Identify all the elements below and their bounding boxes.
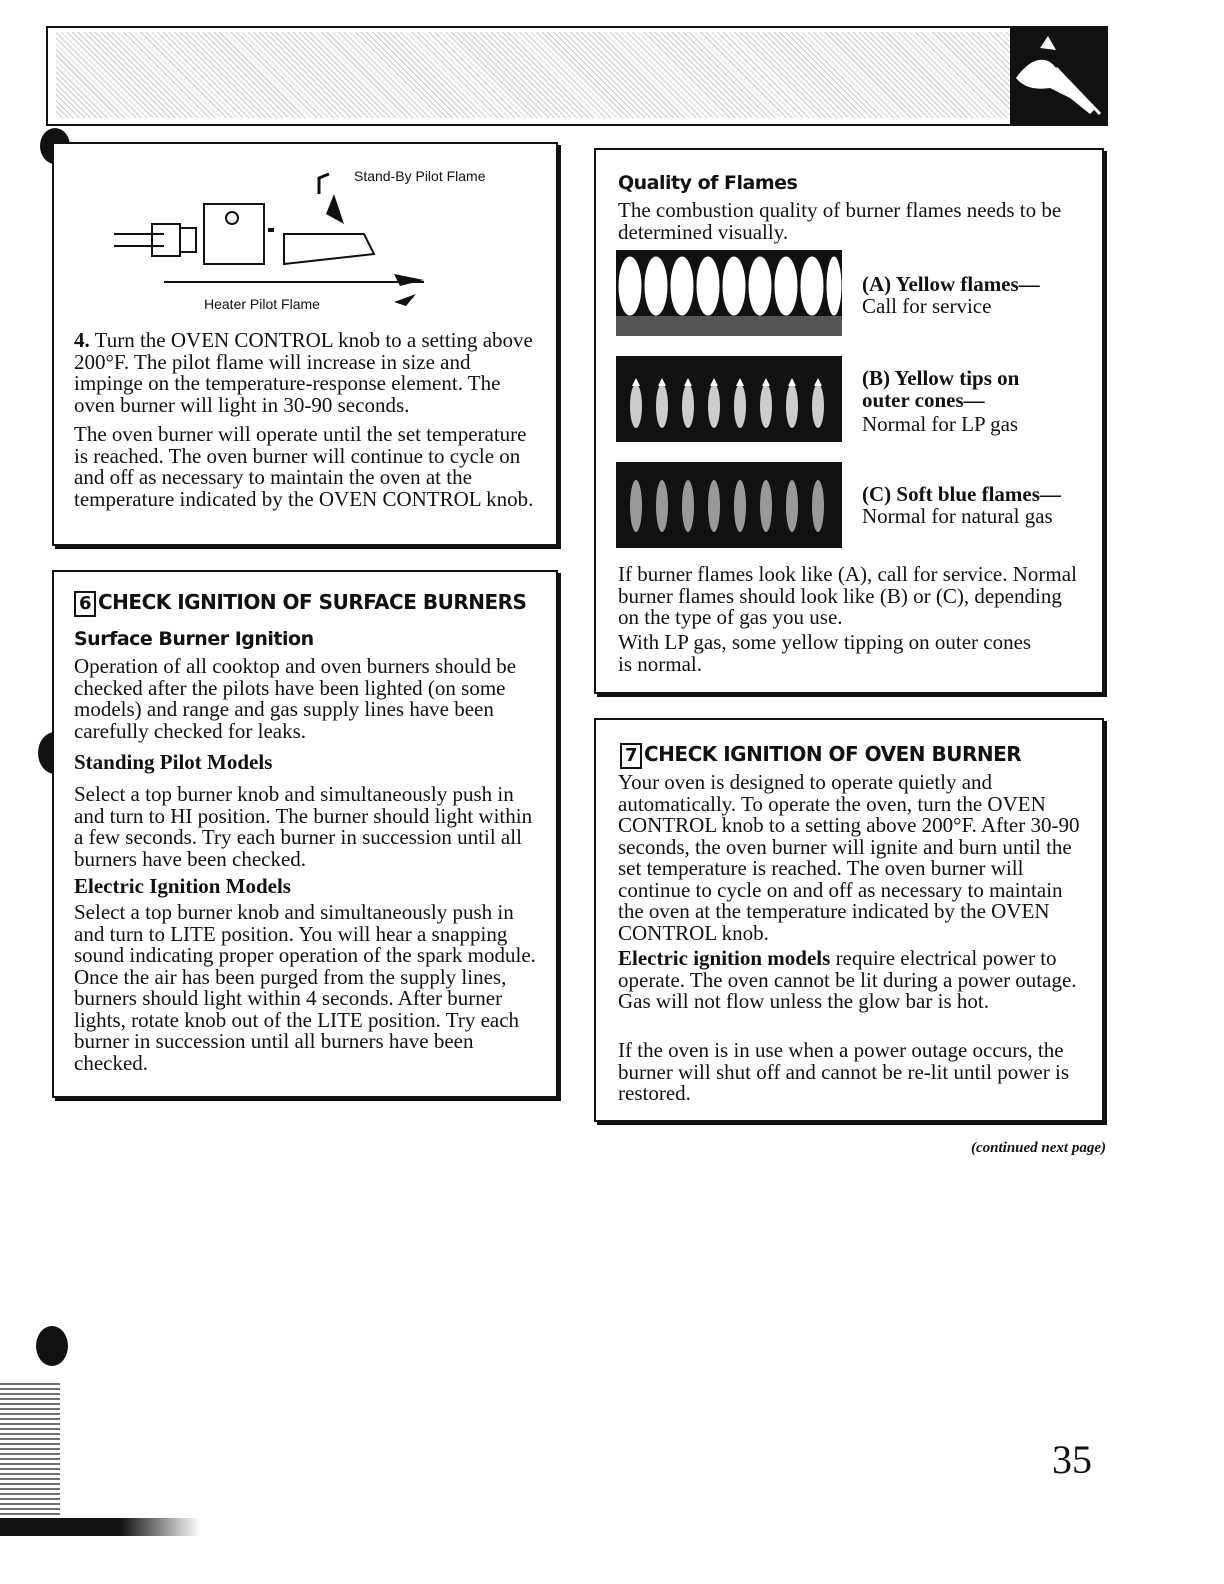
section7-title: CHECK IGNITION OF OVEN BURNER — [644, 742, 1022, 766]
step4-para2: The oven burner will operate until the set temperature is reached. The oven burner will continue to cycle on and off as necessary to maintain the oven at the temperature indicated by the OVEN CONTROL knob. — [74, 422, 534, 511]
standing-pilot-text: Select a top burner knob and simultaneously push in and turn to HI position. The burner should light within a few seconds. Try each burner in succession until all burners have been checked. — [74, 782, 533, 871]
electric-ignition-text: Select a top burner knob and simultaneously push in and turn to LITE position. You will hear a snapping sound indicating proper operation of the spark module. Once the air has been purged from the supply lines, burners should light within 4 seconds. After burner lights, rotate knob out of the LITE position. Try each burner in succession until all burners have been checked. — [74, 900, 536, 1075]
standby-pilot-label: Stand-By Pilot Flame — [354, 168, 486, 184]
quality-intro: The combustion quality of burner flames needs to be determined visually. — [618, 198, 1062, 244]
step4-para1-text: Turn the OVEN CONTROL knob to a setting above 200°F. The pilot flame will increase in size and impinge on the temperature-response element. The oven burner will light in 30-90 seconds. — [74, 328, 533, 417]
flame-b-title: (B) Yellow tips on outer cones— — [862, 366, 1020, 412]
margin-scan-smudge — [0, 1380, 60, 1530]
step4-box — [52, 142, 558, 546]
quality-title: Quality of Flames — [618, 172, 798, 194]
section6-box — [52, 570, 558, 1098]
step4-number: 4. — [74, 328, 90, 352]
section6-intro: Operation of all cooktop and oven burners should be checked after the pilots have been lighted (on some models) and range and gas supply lines have been carefully checked for leaks. — [74, 654, 517, 743]
section7-para1: Your oven is designed to operate quietly and automatically. To operate the oven, turn the OVEN CONTROL knob to a setting above 200°F. After 30-90 seconds, the oven burner will ignite and burn until the set temperature is reached. The oven burner will continue to cycle on and off as necessary to maintain the oven at the temperature indicated by the OVEN CONTROL knob. — [618, 770, 1080, 945]
section6-number: 6 — [74, 591, 96, 617]
heater-pilot-label: Heater Pilot Flame — [204, 296, 320, 312]
flame-a-title: (A) Yellow flames— — [862, 272, 1040, 296]
banner-stipple — [56, 32, 1012, 118]
flame-image-b — [616, 356, 842, 442]
section7-heading — [620, 742, 1021, 769]
section7-number: 7 — [620, 743, 642, 769]
flame-b-text: Normal for LP gas — [862, 412, 1019, 436]
page-number: 35 — [1052, 1437, 1092, 1482]
section7-para3: If the oven is in use when a power outage occurs, the burner will shut off and cannot be re-lit until power is restored. — [618, 1038, 1070, 1105]
flame-c-title: (C) Soft blue flames— — [862, 482, 1061, 506]
section6-heading — [74, 590, 526, 617]
continued-note: (continued next page) — [971, 1140, 1106, 1156]
section7-para2 — [618, 948, 1084, 1013]
flame-a-text: Call for service — [862, 294, 992, 318]
header-banner — [46, 26, 1108, 126]
section6-subtitle: Surface Burner Ignition — [74, 628, 314, 650]
electric-ignition-title: Electric Ignition Models — [74, 874, 291, 898]
hand-lighting-icon — [1010, 28, 1106, 124]
step4-para1 — [74, 330, 544, 416]
flame-c-text: Normal for natural gas — [862, 504, 1053, 528]
flame-image-a — [616, 250, 842, 336]
quality-summary: If burner flames look like (A), call for service. Normal burner flames should look like (B) or (C), depending on the type of gas you use. — [618, 562, 1077, 629]
flame-image-c — [616, 462, 842, 548]
section7-box — [594, 718, 1104, 1122]
standing-pilot-title: Standing Pilot Models — [74, 750, 273, 774]
section7-electric-rest: require electrical power to operate. The oven cannot be lit during a power outage. Gas will not flow unless the glow bar is hot. — [618, 946, 1077, 1013]
quality-lp-note: With LP gas, some yellow tipping on outer cones is normal. — [618, 630, 1032, 676]
section6-title: CHECK IGNITION OF SURFACE BURNERS — [98, 590, 527, 614]
bottom-scan-bar — [0, 1518, 200, 1536]
margin-mark-bottom — [36, 1326, 68, 1366]
quality-box — [594, 148, 1104, 694]
section7-electric-lead: Electric ignition models — [618, 946, 831, 970]
pilot-diagram — [104, 164, 434, 314]
